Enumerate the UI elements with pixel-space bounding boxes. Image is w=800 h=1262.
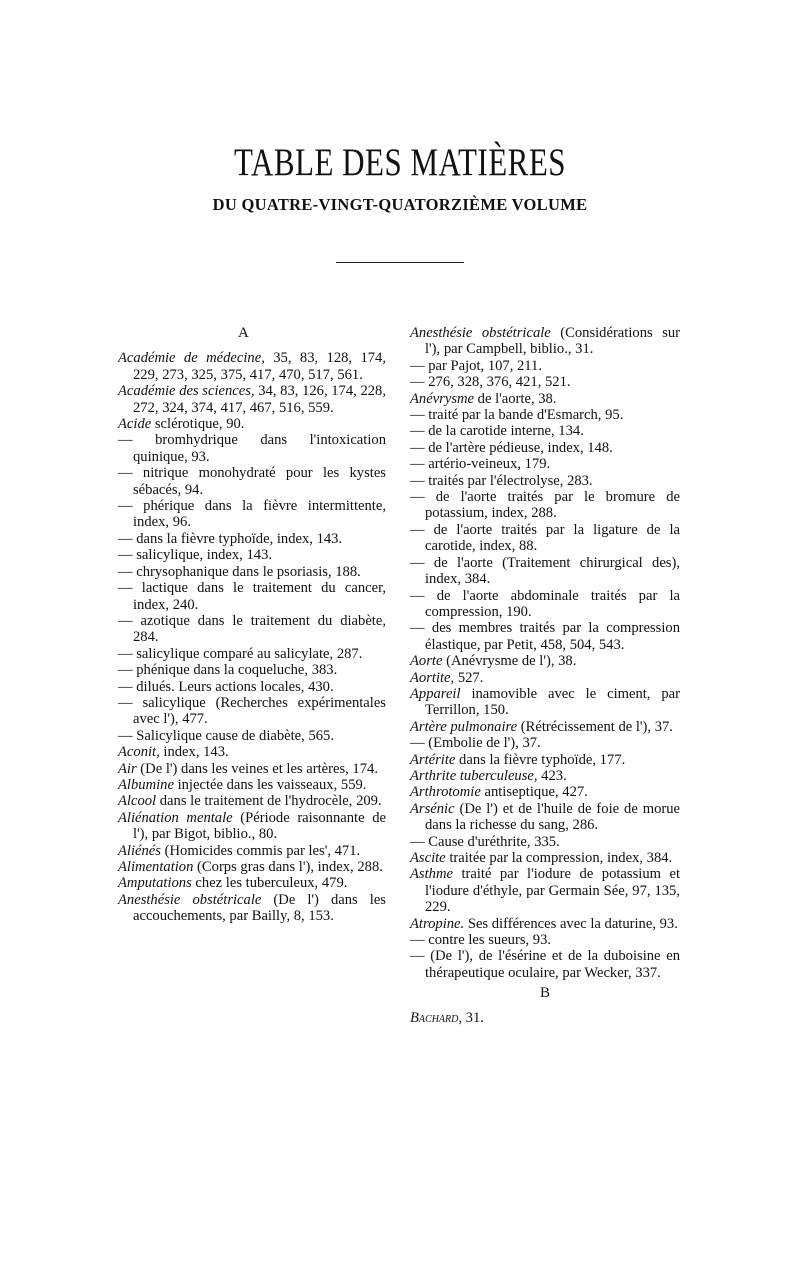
entry-text: (Période raisonnante de l'), par Bigot, biblio., 80.: [133, 809, 386, 843]
entry-head: Aliénés: [118, 842, 161, 859]
entry-text: — 276, 328, 376, 421, 521.: [410, 374, 571, 391]
index-entry: [118, 350, 386, 383]
entry-text: dans le traitement de l'hydrocèle, 209.: [156, 793, 382, 810]
index-entry: [118, 662, 386, 678]
index-entry: [410, 686, 680, 719]
entry-text: 35, 83, 128, 174, 229, 273, 325, 375, 417, 470, 517, 561.: [133, 350, 387, 383]
entry-text: 34, 83, 126, 174, 228, 272, 324, 374, 417, 467, 516, 559.: [133, 383, 387, 416]
entry-text: — Cause d'uréthrite, 335.: [410, 833, 560, 850]
entry-text: — salicylique (Recherches expérimentales avec l'), 477.: [118, 694, 386, 728]
entry-text: index, 143.: [159, 744, 229, 761]
index-entry: [118, 613, 386, 646]
page-title: TABLE DES MATIÈRES: [233, 140, 567, 184]
entry-head: Artérite: [410, 751, 456, 768]
entry-text: — azotique dans le traitement du diabète, 284.: [118, 612, 386, 646]
index-entry: [118, 547, 386, 563]
entry-text: — (Embolie de l'), 37.: [410, 735, 541, 752]
index-entry: [118, 416, 386, 432]
entry-text: — traité par la bande d'Esmarch, 95.: [410, 407, 624, 424]
entry-head: Anesthésie obstétricale: [410, 325, 551, 341]
index-entry: [410, 391, 680, 407]
entry-text: de l'aorte, 38.: [474, 390, 557, 407]
entry-head: Albumine: [118, 776, 174, 793]
entry-head: Aortite,: [410, 669, 455, 686]
index-entry: [410, 801, 680, 834]
entry-text: (Corps gras dans l'), index, 288.: [193, 859, 383, 875]
entry-text: — (De l'), de l'ésérine et de la duboisine en thérapeutique oculaire, par Wecker, 337.: [410, 948, 680, 981]
index-entry: [118, 580, 386, 613]
index-entry: [410, 784, 680, 800]
entry-text: — artério-veineux, 179.: [410, 456, 551, 473]
index-entry: [410, 866, 680, 915]
entry-text: — salicylique, index, 143.: [118, 547, 273, 564]
entry-text: — de l'artère pédieuse, index, 148.: [410, 439, 613, 456]
index-entry: [410, 670, 680, 686]
entry-text: antiseptique, 427.: [480, 784, 588, 801]
index-entry: [410, 473, 680, 489]
right-column: [410, 325, 680, 1026]
entry-text: chez les tuberculeux, 479.: [191, 875, 348, 892]
left-entry-list: [118, 350, 386, 924]
entry-text: (De l') dans les veines et les artères, 174.: [136, 760, 378, 777]
entry-text: (Anévrysme de l'), 38.: [442, 653, 577, 670]
entry-text: — dilués. Leurs actions locales, 430.: [118, 678, 334, 695]
entry-text: — dans la fièvre typhoïde, index, 143.: [118, 530, 343, 547]
index-entry: [118, 531, 386, 547]
entry-text: dans la fièvre typhoïde, 177.: [455, 751, 626, 768]
index-entry: [118, 432, 386, 465]
entry-text: 31.: [462, 1009, 484, 1026]
index-entry: [118, 761, 386, 777]
index-entry: [410, 325, 680, 358]
entry-text: — de l'aorte (Traitement chirurgical des), index, 384.: [410, 554, 680, 588]
index-entry: [410, 555, 680, 588]
index-entry: [410, 735, 680, 751]
index-entry: [410, 440, 680, 456]
entry-text: (De l') et de l'huile de foie de morue dans la richesse du sang, 286.: [425, 800, 680, 834]
index-entry: [410, 407, 680, 423]
entry-head: Alimentation: [118, 859, 194, 875]
entry-text: traité par l'iodure de potassium et l'iodure d'éthyle, par Germain Sée, 97, 135, 229.: [425, 866, 680, 916]
entry-head: Aliénation mentale: [118, 809, 233, 826]
index-entry: [118, 679, 386, 695]
index-entry: [410, 358, 680, 374]
entry-head: Bachard,: [410, 1009, 463, 1026]
index-entry: [410, 834, 680, 850]
entry-head: Anesthésie obstétricale: [118, 891, 262, 908]
index-entry: [118, 859, 386, 875]
index-entry: [410, 850, 680, 866]
entry-text: — par Pajot, 107, 211.: [410, 357, 543, 374]
entry-head: Acide: [118, 416, 152, 433]
entry-text: — nitrique monohydraté pour les kystes sébacés, 94.: [118, 465, 386, 498]
entry-text: 423.: [537, 767, 567, 784]
entry-head: Aorte: [410, 653, 443, 670]
index-entry: [118, 875, 386, 891]
entry-text: — de l'aorte traités par le bromure de potassium, index, 288.: [410, 489, 680, 522]
index-entry: [118, 777, 386, 793]
index-entry: [410, 456, 680, 472]
entry-text: — de la carotide interne, 134.: [410, 423, 584, 440]
index-entry: [118, 564, 386, 580]
entry-head: Arthrotomie: [410, 784, 481, 801]
index-entry: [410, 489, 680, 522]
index-entry: [410, 653, 680, 669]
entry-text: — lactique dans le traitement du cancer, index, 240.: [118, 580, 386, 613]
index-entry: [118, 744, 386, 760]
entry-text: (Homicides commis par les', 471.: [160, 842, 361, 859]
index-entry: [118, 793, 386, 809]
entry-text: injectée dans les vaisseaux, 559.: [173, 776, 367, 793]
index-entry: [410, 768, 680, 784]
index-entry: [410, 916, 680, 932]
entry-text: (Rétrécissement de l'), 37.: [517, 718, 673, 735]
entry-head: Air: [118, 760, 137, 777]
entry-head: Appareil: [410, 685, 461, 702]
entry-head: Alcool: [118, 793, 157, 810]
index-entry: [410, 932, 680, 948]
index-entry: [410, 588, 680, 621]
entry-text: 527.: [454, 669, 484, 686]
index-entry: [118, 465, 386, 498]
right-entry-list: [410, 325, 680, 981]
entry-head: Atropine.: [410, 915, 465, 932]
entry-head: Ascite: [410, 850, 446, 866]
entry-text: — bromhydrique dans l'intoxication quinique, 93.: [118, 432, 386, 465]
entry-text: — chrysophanique dans le psoriasis, 188.: [118, 563, 361, 580]
index-entry: [410, 752, 680, 768]
index-entry: [410, 719, 680, 735]
entry-head: Amputations: [118, 875, 192, 892]
entry-head: Artère pulmonaire: [410, 718, 518, 735]
page-subtitle: DU QUATRE-VINGT-QUATORZIÈME VOLUME: [212, 195, 588, 214]
index-entry: [410, 374, 680, 390]
entry-text: — de l'aorte traités par la ligature de la carotide, index, 88.: [410, 521, 680, 555]
entry-text: — traités par l'électrolyse, 283.: [410, 472, 593, 489]
index-entry: [410, 522, 680, 555]
index-entry: [118, 892, 386, 925]
entry-head: Aconit,: [118, 744, 160, 761]
entry-head: Académie des sciences,: [118, 383, 255, 400]
index-entry-bachard: [410, 1010, 680, 1026]
index-entry: [410, 948, 680, 981]
entry-head: Arsénic: [410, 800, 455, 817]
entry-head: Asthme: [410, 866, 453, 883]
entry-head: Anévrysme: [410, 390, 475, 407]
index-entry: [118, 728, 386, 744]
index-entry: [118, 810, 386, 843]
entry-text: — contre les sueurs, 93.: [410, 932, 552, 949]
entry-head: Arthrite tuberculeuse,: [410, 767, 538, 784]
entry-head: Académie de médecine,: [118, 350, 265, 367]
index-entry: [410, 620, 680, 653]
index-entry: [118, 498, 386, 531]
title-divider: [336, 262, 464, 263]
section-letter-a: A: [238, 325, 249, 341]
index-entry: [118, 843, 386, 859]
index-entry: [118, 646, 386, 662]
entry-text: — de l'aorte abdominale traités par la compression, 190.: [410, 587, 680, 620]
entry-text: (De l') dans les accouchements, par Bailly, 8, 153.: [133, 891, 386, 925]
left-column: [118, 325, 386, 925]
index-entry: [118, 695, 386, 728]
index-entry: [118, 383, 386, 416]
entry-text: traitée par la compression, index, 384.: [445, 850, 673, 866]
entry-text: (Considérations sur l'), par Campbell, biblio., 31.: [425, 325, 680, 358]
entry-text: — Salicylique cause de diabète, 565.: [118, 727, 334, 744]
entry-text: — des membres traités par la compression élastique, par Petit, 458, 504, 543.: [410, 620, 680, 653]
section-letter-b: B: [539, 985, 550, 1002]
entry-text: sclérotique, 90.: [151, 416, 245, 433]
index-entry: [410, 423, 680, 439]
entry-text: — salicylique comparé au salicylate, 287.: [118, 645, 363, 662]
entry-text: — phénique dans la coqueluche, 383.: [118, 662, 338, 679]
entry-text: inamovible avec le ciment, par Terrillon, 150.: [425, 685, 680, 719]
entry-text: Ses différences avec la daturine, 93.: [464, 915, 678, 932]
entry-text: — phérique dans la fièvre intermittente, index, 96.: [118, 498, 386, 531]
